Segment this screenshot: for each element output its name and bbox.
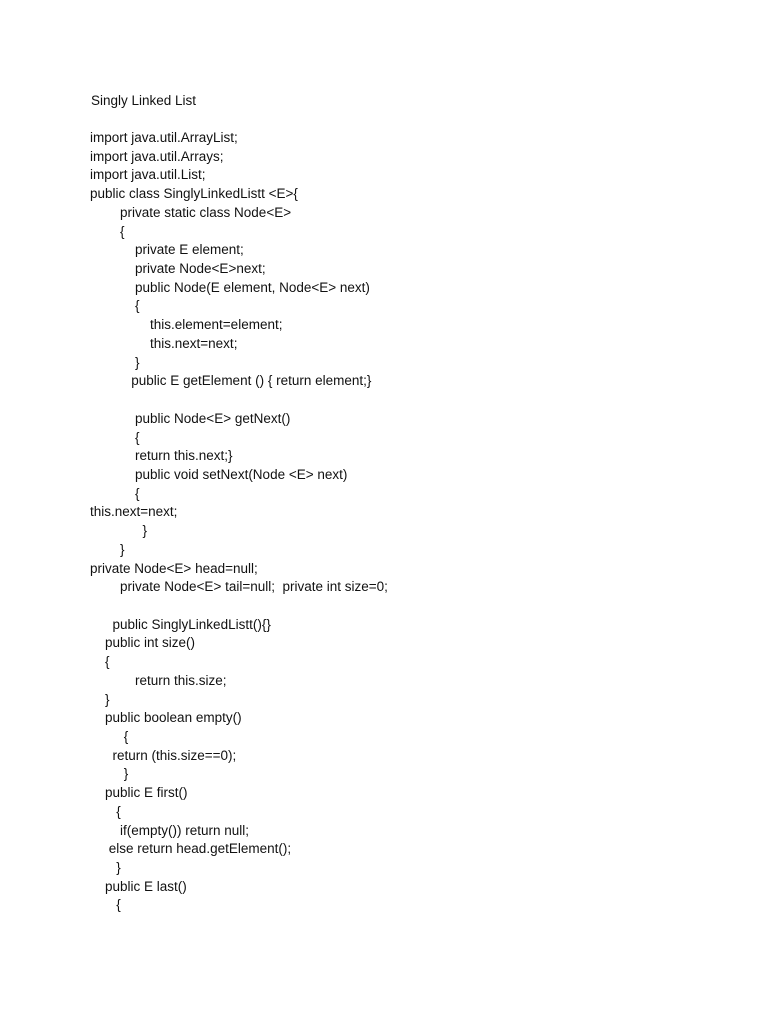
code-line: public boolean empty()	[90, 710, 242, 726]
code-line: else return head.getElement();	[90, 841, 292, 857]
code-line	[90, 597, 388, 616]
code-line: return this.next;}	[90, 448, 233, 464]
code-line: }	[90, 691, 110, 707]
code-line: public E last()	[90, 878, 187, 894]
code-line: {	[90, 223, 125, 239]
code-line: {	[90, 803, 121, 819]
code-line: private E element;	[90, 242, 244, 258]
code-line: public E first()	[90, 785, 188, 801]
code-line: public Node(E element, Node<E> next)	[90, 279, 370, 295]
code-line: import java.util.ArrayList;	[90, 130, 238, 145]
code-line: private Node<E> head=null;	[90, 560, 258, 576]
code-line: }	[90, 354, 140, 370]
code-line: if(empty()) return null;	[90, 822, 250, 838]
code-line: import java.util.Arrays;	[90, 148, 224, 164]
code-line: {	[90, 654, 110, 670]
code-listing	[90, 129, 388, 915]
code-line: public int size()	[90, 635, 196, 651]
code-line: {	[90, 897, 121, 913]
code-line: return this.size;	[90, 672, 227, 688]
code-line: private static class Node<E>	[90, 204, 292, 220]
code-line: }	[90, 523, 148, 539]
code-line: {	[90, 729, 129, 744]
code-line: private Node<E>next;	[90, 261, 266, 277]
document-title: Singly Linked List	[91, 93, 197, 108]
code-line: public SinglyLinkedListt(){}	[90, 616, 271, 632]
code-line	[90, 391, 388, 410]
code-line: {	[90, 485, 140, 501]
code-line: }	[90, 860, 121, 876]
code-line: {	[90, 298, 140, 314]
code-line: }	[90, 766, 129, 782]
code-line: import java.util.List;	[90, 167, 206, 183]
code-line: public void setNext(Node <E> next)	[90, 466, 348, 482]
code-line: public Node<E> getNext()	[90, 410, 291, 426]
code-line: this.element=element;	[90, 317, 283, 333]
code-line: }	[90, 541, 125, 557]
code-line: return (this.size==0);	[90, 747, 237, 763]
code-line: private Node<E> tail=null; private int size=0;	[90, 579, 388, 595]
code-line: {	[90, 429, 140, 445]
code-line: this.next=next;	[90, 335, 238, 351]
code-line: public E getElement () { return element;}	[90, 373, 372, 389]
code-line: public class SinglyLinkedListt <E>{	[90, 186, 298, 202]
code-line: this.next=next;	[90, 504, 178, 520]
